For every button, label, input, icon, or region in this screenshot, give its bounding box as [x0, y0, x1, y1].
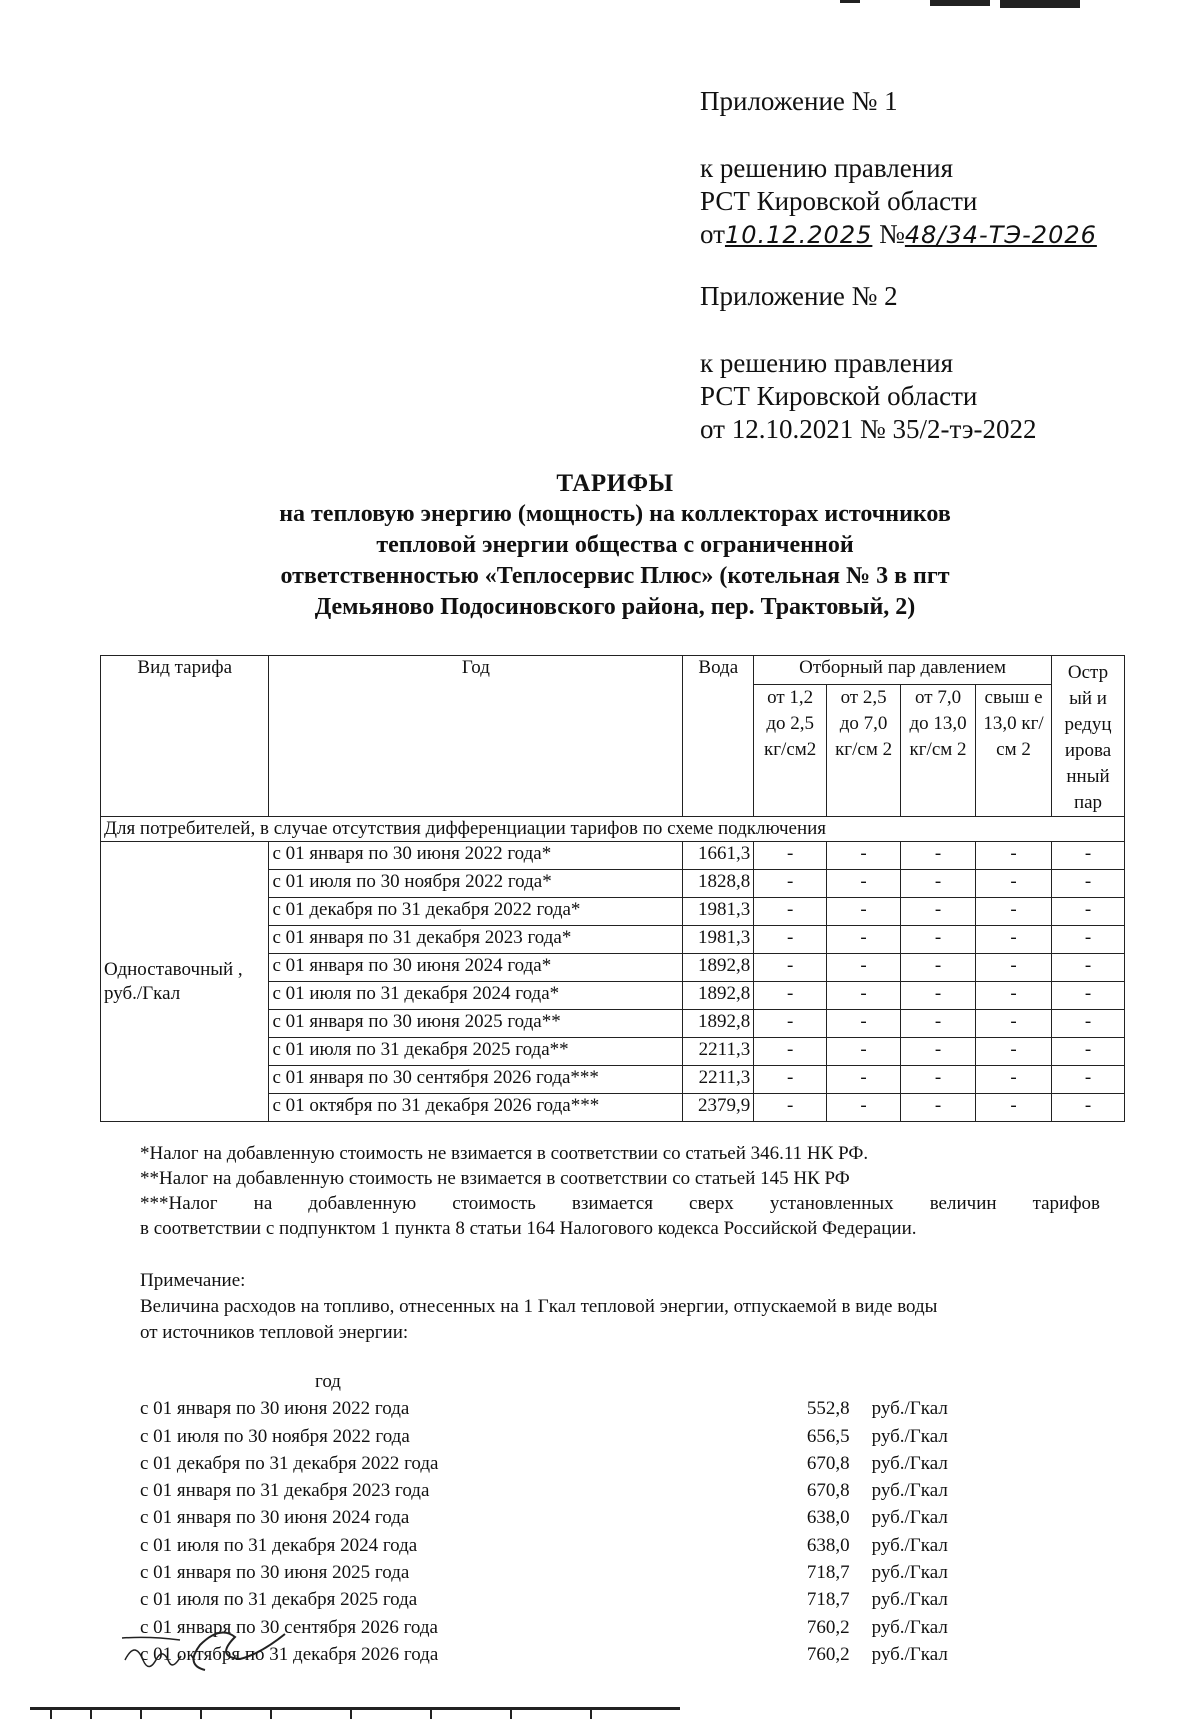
- footnote-3-line-1: ***Налог на добавленную стоимость взимается сверх установленных величин тарифов: [140, 1193, 1100, 1214]
- tariff-type-cell: Одноставочный , руб./Гкал: [101, 842, 269, 1122]
- dash-cell: -: [901, 982, 976, 1010]
- heading-line-2: тепловой энергии общества с ограниченной: [376, 532, 854, 558]
- period-cell: с 01 июля по 31 декабря 2024 года*: [269, 982, 683, 1010]
- dash-cell: -: [754, 842, 827, 870]
- dash-cell: -: [901, 842, 976, 870]
- fuel-unit: руб./Гкал: [871, 1643, 948, 1665]
- heading-line-4: Демьяново Подосиновского района, пер. Трактовый, 2): [314, 594, 916, 620]
- fuel-value: 760,2: [806, 1616, 850, 1638]
- attachment-1-line-2: РСТ Кировской области: [700, 186, 978, 216]
- dash-cell: -: [754, 1038, 827, 1066]
- list-item: [140, 1450, 980, 1477]
- fuel-period: с 01 июля по 31 декабря 2025 года: [140, 1589, 418, 1611]
- fuel-year-header: год: [315, 1371, 341, 1392]
- dash-cell: -: [1052, 982, 1125, 1010]
- period-cell: с 01 декабря по 31 декабря 2022 года*: [269, 898, 683, 926]
- dash-cell: -: [827, 870, 901, 898]
- handwritten-date: 10.12.2025: [724, 221, 873, 249]
- period-cell: с 01 января по 30 июня 2025 года**: [269, 1010, 683, 1038]
- fuel-unit: руб./Гкал: [871, 1480, 948, 1502]
- attachment-2-title: Приложение № 2: [700, 281, 898, 311]
- period-cell: с 01 июля по 30 ноября 2022 года*: [269, 870, 683, 898]
- water-value-cell: 2211,3: [683, 1038, 754, 1066]
- dash-cell: -: [976, 954, 1052, 982]
- water-value-cell: 1828,8: [683, 870, 754, 898]
- header-p4: свыш е 13,0 кг/см 2: [976, 685, 1052, 817]
- header-voda: Вода: [683, 656, 754, 817]
- attachment-1-line-1: к решению правления: [700, 153, 954, 183]
- fuel-value: 760,2: [806, 1643, 850, 1665]
- scan-bottom-marks: [30, 1705, 680, 1719]
- dash-cell: -: [827, 842, 901, 870]
- dash-cell: -: [976, 898, 1052, 926]
- period-cell: с 01 октября по 31 декабря 2026 года***: [269, 1094, 683, 1122]
- fuel-unit: руб./Гкал: [871, 1562, 948, 1584]
- handwritten-number: 48/34-ТЭ-2026: [904, 221, 1097, 249]
- fuel-period: с 01 декабря по 31 декабря 2022 года: [140, 1452, 439, 1474]
- dash-cell: -: [1052, 1010, 1125, 1038]
- dash-cell: -: [901, 870, 976, 898]
- remark-text-1: Величина расходов на топливо, отнесенных на 1 Гкал тепловой энергии, отпускаемой в виде воды: [140, 1296, 938, 1317]
- dash-cell: -: [754, 954, 827, 982]
- dash-cell: -: [827, 1010, 901, 1038]
- dash-cell: -: [901, 1094, 976, 1122]
- attachment-1-no: №: [879, 219, 905, 249]
- dash-cell: -: [976, 1094, 1052, 1122]
- heading-title: ТАРИФЫ: [556, 470, 674, 497]
- fuel-value: 638,0: [806, 1507, 850, 1529]
- list-item: [140, 1532, 980, 1559]
- footnote-3-line-2: в соответствии с подпунктом 1 пункта 8 статьи 164 Налогового кодекса Российской Федерации.: [140, 1218, 917, 1239]
- header-ostry: Остр ый и редуц ирова нный пар: [1052, 656, 1125, 817]
- water-value-cell: 2211,3: [683, 1066, 754, 1094]
- fuel-unit: руб./Гкал: [871, 1398, 948, 1420]
- water-value-cell: 1892,8: [683, 1010, 754, 1038]
- water-value-cell: 2379,9: [683, 1094, 754, 1122]
- heading-line-3: ответственностью «Теплосервис Плюс» (котельная № 3 в пгт: [280, 563, 950, 589]
- dash-cell: -: [1052, 870, 1125, 898]
- fuel-value: 670,8: [806, 1480, 850, 1502]
- list-item: [140, 1559, 980, 1586]
- water-value-cell: 1661,3: [683, 842, 754, 870]
- dash-cell: -: [827, 1038, 901, 1066]
- dash-cell: -: [976, 926, 1052, 954]
- list-item: [140, 1477, 980, 1504]
- dash-cell: -: [901, 898, 976, 926]
- dash-cell: -: [901, 1066, 976, 1094]
- period-cell: с 01 января по 30 июня 2022 года*: [269, 842, 683, 870]
- fuel-period: с 01 января по 30 июня 2024 года: [140, 1507, 410, 1529]
- fuel-value: 638,0: [806, 1534, 850, 1556]
- attachment-2-line-2: РСТ Кировской области: [700, 381, 978, 411]
- attachment-1-ot: от: [700, 219, 725, 249]
- dash-cell: -: [754, 1094, 827, 1122]
- dash-cell: -: [976, 982, 1052, 1010]
- attachment-2-line-3: от 12.10.2021 № 35/2-тэ-2022: [700, 414, 1037, 444]
- dash-cell: -: [976, 1038, 1052, 1066]
- fuel-period: с 01 января по 31 декабря 2023 года: [140, 1480, 430, 1502]
- dash-cell: -: [754, 1010, 827, 1038]
- dash-cell: -: [976, 1010, 1052, 1038]
- dash-cell: -: [901, 1038, 976, 1066]
- fuel-unit: руб./Гкал: [871, 1589, 948, 1611]
- header-steam: Отборный пар давлением: [754, 656, 1052, 685]
- dash-cell: -: [1052, 1038, 1125, 1066]
- dash-cell: -: [1052, 898, 1125, 926]
- table-group-row: [101, 817, 1125, 842]
- dash-cell: -: [901, 1010, 976, 1038]
- header-p2: от 2,5 до 7,0 кг/см 2: [827, 685, 901, 817]
- fuel-value: 656,5: [806, 1425, 850, 1447]
- remark-text-2: от источников тепловой энергии:: [140, 1322, 409, 1343]
- water-value-cell: 1892,8: [683, 982, 754, 1010]
- dash-cell: -: [754, 870, 827, 898]
- fuel-value: 670,8: [806, 1452, 850, 1474]
- dash-cell: -: [827, 954, 901, 982]
- document-heading: [150, 468, 1080, 623]
- dash-cell: -: [976, 870, 1052, 898]
- footnotes: [140, 1141, 1100, 1241]
- list-item: [140, 1586, 980, 1613]
- fuel-unit: руб./Гкал: [871, 1616, 948, 1638]
- dash-cell: -: [754, 898, 827, 926]
- list-item: [140, 1423, 980, 1450]
- heading-line-1: на тепловую энергию (мощность) на коллекторах источников: [279, 501, 951, 527]
- header-p1: от 1,2 до 2,5 кг/см2: [754, 685, 827, 817]
- water-value-cell: 1892,8: [683, 954, 754, 982]
- header-vid: Вид тарифа: [101, 656, 269, 817]
- group-label: Для потребителей, в случае отсутствия дифференциации тарифов по схеме подключения: [101, 817, 1125, 842]
- fuel-unit: руб./Гкал: [871, 1452, 948, 1474]
- dash-cell: -: [827, 1066, 901, 1094]
- period-cell: с 01 января по 31 декабря 2023 года*: [269, 926, 683, 954]
- dash-cell: -: [976, 1066, 1052, 1094]
- remark-title: Примечание:: [140, 1270, 246, 1291]
- dash-cell: -: [1052, 954, 1125, 982]
- fuel-value: 718,7: [806, 1562, 850, 1584]
- header-god: Год: [269, 656, 683, 817]
- attachment-2-line-1: к решению правления: [700, 348, 954, 378]
- footnote-2: **Налог на добавленную стоимость не взимается в соответствии со статьей 145 НК РФ: [140, 1168, 850, 1189]
- attachment-2-block: [700, 280, 1037, 446]
- water-value-cell: 1981,3: [683, 926, 754, 954]
- remark-block: [140, 1268, 1100, 1346]
- dash-cell: -: [1052, 926, 1125, 954]
- dash-cell: -: [1052, 1066, 1125, 1094]
- fuel-unit: руб./Гкал: [871, 1425, 948, 1447]
- header-p3: от 7,0 до 13,0 кг/см 2: [901, 685, 976, 817]
- period-cell: с 01 января по 30 июня 2024 года*: [269, 954, 683, 982]
- attachment-1-block: [700, 85, 1097, 252]
- fuel-period: с 01 июля по 31 декабря 2024 года: [140, 1534, 418, 1556]
- attachment-1-title: Приложение № 1: [700, 86, 898, 116]
- dash-cell: -: [827, 982, 901, 1010]
- period-cell: с 01 июля по 31 декабря 2025 года**: [269, 1038, 683, 1066]
- period-cell: с 01 января по 30 сентября 2026 года***: [269, 1066, 683, 1094]
- fuel-value: 552,8: [806, 1398, 850, 1420]
- dash-cell: -: [976, 842, 1052, 870]
- dash-cell: -: [827, 926, 901, 954]
- signature-icon: [120, 1630, 290, 1690]
- dash-cell: -: [901, 926, 976, 954]
- dash-cell: -: [754, 1066, 827, 1094]
- fuel-unit: руб./Гкал: [871, 1507, 948, 1529]
- fuel-period: с 01 июля по 30 ноября 2022 года: [140, 1425, 410, 1447]
- attachment-1-line-3: [700, 218, 1097, 252]
- footnote-1: *Налог на добавленную стоимость не взимается в соответствии со статьей 346.11 НК РФ.: [140, 1143, 869, 1164]
- fuel-period: с 01 октября по 31 декабря 2026 года: [140, 1643, 439, 1665]
- dash-cell: -: [1052, 842, 1125, 870]
- dash-cell: -: [754, 926, 827, 954]
- fuel-cost-list: [140, 1368, 980, 1668]
- table-row: [101, 842, 1125, 870]
- scan-edge-marks: [840, 0, 1100, 10]
- fuel-period: с 01 января по 30 июня 2022 года: [140, 1398, 410, 1420]
- dash-cell: -: [754, 982, 827, 1010]
- table-header-row: [101, 656, 1125, 685]
- water-value-cell: 1981,3: [683, 898, 754, 926]
- tariff-table: [100, 655, 1125, 1122]
- list-item: [140, 1504, 980, 1531]
- fuel-period: с 01 января по 30 сентября 2026 года: [140, 1616, 438, 1638]
- dash-cell: -: [827, 1094, 901, 1122]
- dash-cell: -: [1052, 1094, 1125, 1122]
- fuel-period: с 01 января по 30 июня 2025 года: [140, 1562, 410, 1584]
- dash-cell: -: [827, 898, 901, 926]
- fuel-unit: руб./Гкал: [871, 1534, 948, 1556]
- dash-cell: -: [901, 954, 976, 982]
- list-item: [140, 1395, 980, 1422]
- fuel-value: 718,7: [806, 1589, 850, 1611]
